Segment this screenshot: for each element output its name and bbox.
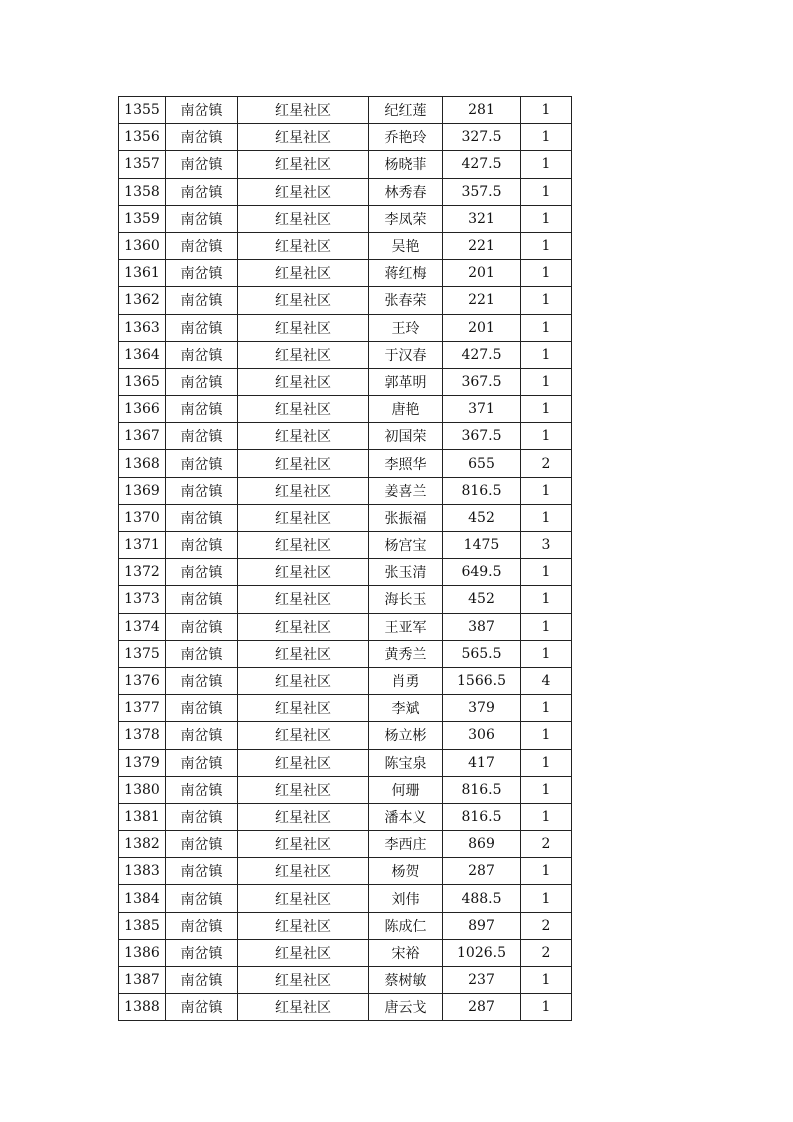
amount-cell: 417 [443, 749, 521, 776]
community-cell: 红星社区 [238, 803, 369, 830]
table-row [119, 695, 572, 722]
amount-cell: 327.5 [443, 124, 521, 151]
table-row [119, 232, 572, 259]
table-row [119, 749, 572, 776]
name-cell: 宋裕 [369, 939, 443, 966]
row-number-cell: 1386 [119, 939, 166, 966]
name-cell: 纪红莲 [369, 97, 443, 124]
count-cell: 1 [521, 368, 572, 395]
community-cell: 红星社区 [238, 912, 369, 939]
name-cell: 何珊 [369, 776, 443, 803]
count-cell: 1 [521, 97, 572, 124]
table-row [119, 858, 572, 885]
community-cell: 红星社区 [238, 532, 369, 559]
name-cell: 蒋红梅 [369, 260, 443, 287]
row-number-cell: 1359 [119, 205, 166, 232]
community-cell: 红星社区 [238, 260, 369, 287]
amount-cell: 1026.5 [443, 939, 521, 966]
count-cell: 1 [521, 559, 572, 586]
community-cell: 红星社区 [238, 967, 369, 994]
row-number-cell: 1373 [119, 586, 166, 613]
table-row [119, 559, 572, 586]
table-row [119, 722, 572, 749]
town-cell: 南岔镇 [166, 613, 238, 640]
count-cell: 1 [521, 314, 572, 341]
name-cell: 李斌 [369, 695, 443, 722]
amount-cell: 371 [443, 396, 521, 423]
table-row [119, 613, 572, 640]
community-cell: 红星社区 [238, 341, 369, 368]
row-number-cell: 1375 [119, 640, 166, 667]
community-cell: 红星社区 [238, 667, 369, 694]
town-cell: 南岔镇 [166, 858, 238, 885]
amount-cell: 427.5 [443, 341, 521, 368]
count-cell: 1 [521, 994, 572, 1021]
count-cell: 1 [521, 151, 572, 178]
row-number-cell: 1364 [119, 341, 166, 368]
table-row [119, 967, 572, 994]
table-row [119, 260, 572, 287]
amount-cell: 387 [443, 613, 521, 640]
count-cell: 3 [521, 532, 572, 559]
amount-cell: 452 [443, 504, 521, 531]
row-number-cell: 1367 [119, 423, 166, 450]
row-number-cell: 1358 [119, 178, 166, 205]
community-cell: 红星社区 [238, 450, 369, 477]
name-cell: 王玲 [369, 314, 443, 341]
table-row [119, 97, 572, 124]
amount-cell: 367.5 [443, 423, 521, 450]
amount-cell: 816.5 [443, 776, 521, 803]
name-cell: 刘伟 [369, 885, 443, 912]
table-row [119, 939, 572, 966]
table-row [119, 667, 572, 694]
row-number-cell: 1361 [119, 260, 166, 287]
count-cell: 1 [521, 640, 572, 667]
table-row [119, 287, 572, 314]
name-cell: 唐云戈 [369, 994, 443, 1021]
row-number-cell: 1360 [119, 232, 166, 259]
count-cell: 2 [521, 912, 572, 939]
community-cell: 红星社区 [238, 423, 369, 450]
name-cell: 于汉春 [369, 341, 443, 368]
name-cell: 吴艳 [369, 232, 443, 259]
table-row [119, 396, 572, 423]
town-cell: 南岔镇 [166, 695, 238, 722]
row-number-cell: 1357 [119, 151, 166, 178]
amount-cell: 306 [443, 722, 521, 749]
name-cell: 张振福 [369, 504, 443, 531]
town-cell: 南岔镇 [166, 994, 238, 1021]
count-cell: 1 [521, 178, 572, 205]
table-row [119, 450, 572, 477]
community-cell: 红星社区 [238, 613, 369, 640]
community-cell: 红星社区 [238, 287, 369, 314]
town-cell: 南岔镇 [166, 260, 238, 287]
count-cell: 2 [521, 450, 572, 477]
table-body [119, 97, 572, 1021]
community-cell: 红星社区 [238, 722, 369, 749]
name-cell: 杨宫宝 [369, 532, 443, 559]
town-cell: 南岔镇 [166, 667, 238, 694]
town-cell: 南岔镇 [166, 178, 238, 205]
amount-cell: 287 [443, 994, 521, 1021]
community-cell: 红星社区 [238, 396, 369, 423]
row-number-cell: 1379 [119, 749, 166, 776]
table-row [119, 912, 572, 939]
count-cell: 1 [521, 776, 572, 803]
count-cell: 1 [521, 124, 572, 151]
amount-cell: 201 [443, 314, 521, 341]
table-row [119, 178, 572, 205]
community-cell: 红星社区 [238, 178, 369, 205]
row-number-cell: 1371 [119, 532, 166, 559]
amount-cell: 201 [443, 260, 521, 287]
town-cell: 南岔镇 [166, 831, 238, 858]
row-number-cell: 1381 [119, 803, 166, 830]
table-row [119, 151, 572, 178]
town-cell: 南岔镇 [166, 314, 238, 341]
table-row [119, 586, 572, 613]
row-number-cell: 1366 [119, 396, 166, 423]
community-cell: 红星社区 [238, 97, 369, 124]
row-number-cell: 1369 [119, 477, 166, 504]
count-cell: 1 [521, 613, 572, 640]
community-cell: 红星社区 [238, 586, 369, 613]
community-cell: 红星社区 [238, 858, 369, 885]
table-row [119, 314, 572, 341]
count-cell: 1 [521, 287, 572, 314]
count-cell: 1 [521, 477, 572, 504]
name-cell: 乔艳玲 [369, 124, 443, 151]
town-cell: 南岔镇 [166, 749, 238, 776]
records-table [118, 96, 572, 1021]
town-cell: 南岔镇 [166, 124, 238, 151]
name-cell: 李凤荣 [369, 205, 443, 232]
count-cell: 1 [521, 858, 572, 885]
amount-cell: 379 [443, 695, 521, 722]
table-row [119, 124, 572, 151]
town-cell: 南岔镇 [166, 504, 238, 531]
community-cell: 红星社区 [238, 559, 369, 586]
row-number-cell: 1378 [119, 722, 166, 749]
amount-cell: 367.5 [443, 368, 521, 395]
community-cell: 红星社区 [238, 232, 369, 259]
name-cell: 杨贺 [369, 858, 443, 885]
community-cell: 红星社区 [238, 205, 369, 232]
row-number-cell: 1368 [119, 450, 166, 477]
amount-cell: 816.5 [443, 477, 521, 504]
name-cell: 林秀春 [369, 178, 443, 205]
row-number-cell: 1355 [119, 97, 166, 124]
table-row [119, 368, 572, 395]
row-number-cell: 1384 [119, 885, 166, 912]
name-cell: 王亚军 [369, 613, 443, 640]
community-cell: 红星社区 [238, 749, 369, 776]
name-cell: 张春荣 [369, 287, 443, 314]
town-cell: 南岔镇 [166, 423, 238, 450]
town-cell: 南岔镇 [166, 912, 238, 939]
town-cell: 南岔镇 [166, 232, 238, 259]
row-number-cell: 1385 [119, 912, 166, 939]
community-cell: 红星社区 [238, 776, 369, 803]
community-cell: 红星社区 [238, 124, 369, 151]
amount-cell: 357.5 [443, 178, 521, 205]
count-cell: 1 [521, 341, 572, 368]
table-row [119, 994, 572, 1021]
amount-cell: 869 [443, 831, 521, 858]
count-cell: 1 [521, 504, 572, 531]
count-cell: 1 [521, 396, 572, 423]
amount-cell: 816.5 [443, 803, 521, 830]
count-cell: 1 [521, 722, 572, 749]
amount-cell: 1475 [443, 532, 521, 559]
amount-cell: 655 [443, 450, 521, 477]
name-cell: 杨晓菲 [369, 151, 443, 178]
town-cell: 南岔镇 [166, 477, 238, 504]
community-cell: 红星社区 [238, 504, 369, 531]
name-cell: 李照华 [369, 450, 443, 477]
community-cell: 红星社区 [238, 994, 369, 1021]
community-cell: 红星社区 [238, 151, 369, 178]
row-number-cell: 1370 [119, 504, 166, 531]
name-cell: 张玉清 [369, 559, 443, 586]
row-number-cell: 1383 [119, 858, 166, 885]
amount-cell: 427.5 [443, 151, 521, 178]
count-cell: 1 [521, 803, 572, 830]
row-number-cell: 1377 [119, 695, 166, 722]
community-cell: 红星社区 [238, 477, 369, 504]
town-cell: 南岔镇 [166, 776, 238, 803]
count-cell: 1 [521, 205, 572, 232]
name-cell: 陈成仁 [369, 912, 443, 939]
name-cell: 潘本义 [369, 803, 443, 830]
table-row [119, 504, 572, 531]
town-cell: 南岔镇 [166, 586, 238, 613]
count-cell: 1 [521, 423, 572, 450]
amount-cell: 221 [443, 232, 521, 259]
count-cell: 1 [521, 232, 572, 259]
row-number-cell: 1380 [119, 776, 166, 803]
town-cell: 南岔镇 [166, 396, 238, 423]
row-number-cell: 1382 [119, 831, 166, 858]
table-row [119, 640, 572, 667]
name-cell: 唐艳 [369, 396, 443, 423]
town-cell: 南岔镇 [166, 803, 238, 830]
count-cell: 2 [521, 831, 572, 858]
community-cell: 红星社区 [238, 640, 369, 667]
count-cell: 1 [521, 695, 572, 722]
table-row [119, 423, 572, 450]
table-row [119, 477, 572, 504]
amount-cell: 221 [443, 287, 521, 314]
amount-cell: 1566.5 [443, 667, 521, 694]
table-row [119, 803, 572, 830]
table-row [119, 885, 572, 912]
name-cell: 蔡树敏 [369, 967, 443, 994]
town-cell: 南岔镇 [166, 450, 238, 477]
town-cell: 南岔镇 [166, 151, 238, 178]
amount-cell: 488.5 [443, 885, 521, 912]
row-number-cell: 1363 [119, 314, 166, 341]
amount-cell: 452 [443, 586, 521, 613]
amount-cell: 897 [443, 912, 521, 939]
row-number-cell: 1374 [119, 613, 166, 640]
community-cell: 红星社区 [238, 831, 369, 858]
name-cell: 肖勇 [369, 667, 443, 694]
name-cell: 姜喜兰 [369, 477, 443, 504]
name-cell: 杨立彬 [369, 722, 443, 749]
amount-cell: 287 [443, 858, 521, 885]
town-cell: 南岔镇 [166, 205, 238, 232]
name-cell: 初国荣 [369, 423, 443, 450]
town-cell: 南岔镇 [166, 939, 238, 966]
table-row [119, 532, 572, 559]
table-row [119, 831, 572, 858]
count-cell: 1 [521, 749, 572, 776]
community-cell: 红星社区 [238, 885, 369, 912]
town-cell: 南岔镇 [166, 532, 238, 559]
town-cell: 南岔镇 [166, 368, 238, 395]
town-cell: 南岔镇 [166, 341, 238, 368]
name-cell: 海长玉 [369, 586, 443, 613]
table-row [119, 205, 572, 232]
amount-cell: 649.5 [443, 559, 521, 586]
count-cell: 1 [521, 885, 572, 912]
count-cell: 1 [521, 586, 572, 613]
name-cell: 黄秀兰 [369, 640, 443, 667]
row-number-cell: 1362 [119, 287, 166, 314]
name-cell: 郭革明 [369, 368, 443, 395]
row-number-cell: 1356 [119, 124, 166, 151]
amount-cell: 565.5 [443, 640, 521, 667]
count-cell: 2 [521, 939, 572, 966]
community-cell: 红星社区 [238, 939, 369, 966]
amount-cell: 281 [443, 97, 521, 124]
town-cell: 南岔镇 [166, 722, 238, 749]
table-row [119, 341, 572, 368]
town-cell: 南岔镇 [166, 287, 238, 314]
count-cell: 4 [521, 667, 572, 694]
community-cell: 红星社区 [238, 368, 369, 395]
town-cell: 南岔镇 [166, 885, 238, 912]
row-number-cell: 1372 [119, 559, 166, 586]
amount-cell: 321 [443, 205, 521, 232]
row-number-cell: 1365 [119, 368, 166, 395]
count-cell: 1 [521, 967, 572, 994]
count-cell: 1 [521, 260, 572, 287]
name-cell: 陈宝泉 [369, 749, 443, 776]
row-number-cell: 1376 [119, 667, 166, 694]
town-cell: 南岔镇 [166, 967, 238, 994]
community-cell: 红星社区 [238, 695, 369, 722]
table-row [119, 776, 572, 803]
town-cell: 南岔镇 [166, 640, 238, 667]
amount-cell: 237 [443, 967, 521, 994]
row-number-cell: 1388 [119, 994, 166, 1021]
town-cell: 南岔镇 [166, 559, 238, 586]
name-cell: 李西庄 [369, 831, 443, 858]
town-cell: 南岔镇 [166, 97, 238, 124]
community-cell: 红星社区 [238, 314, 369, 341]
row-number-cell: 1387 [119, 967, 166, 994]
